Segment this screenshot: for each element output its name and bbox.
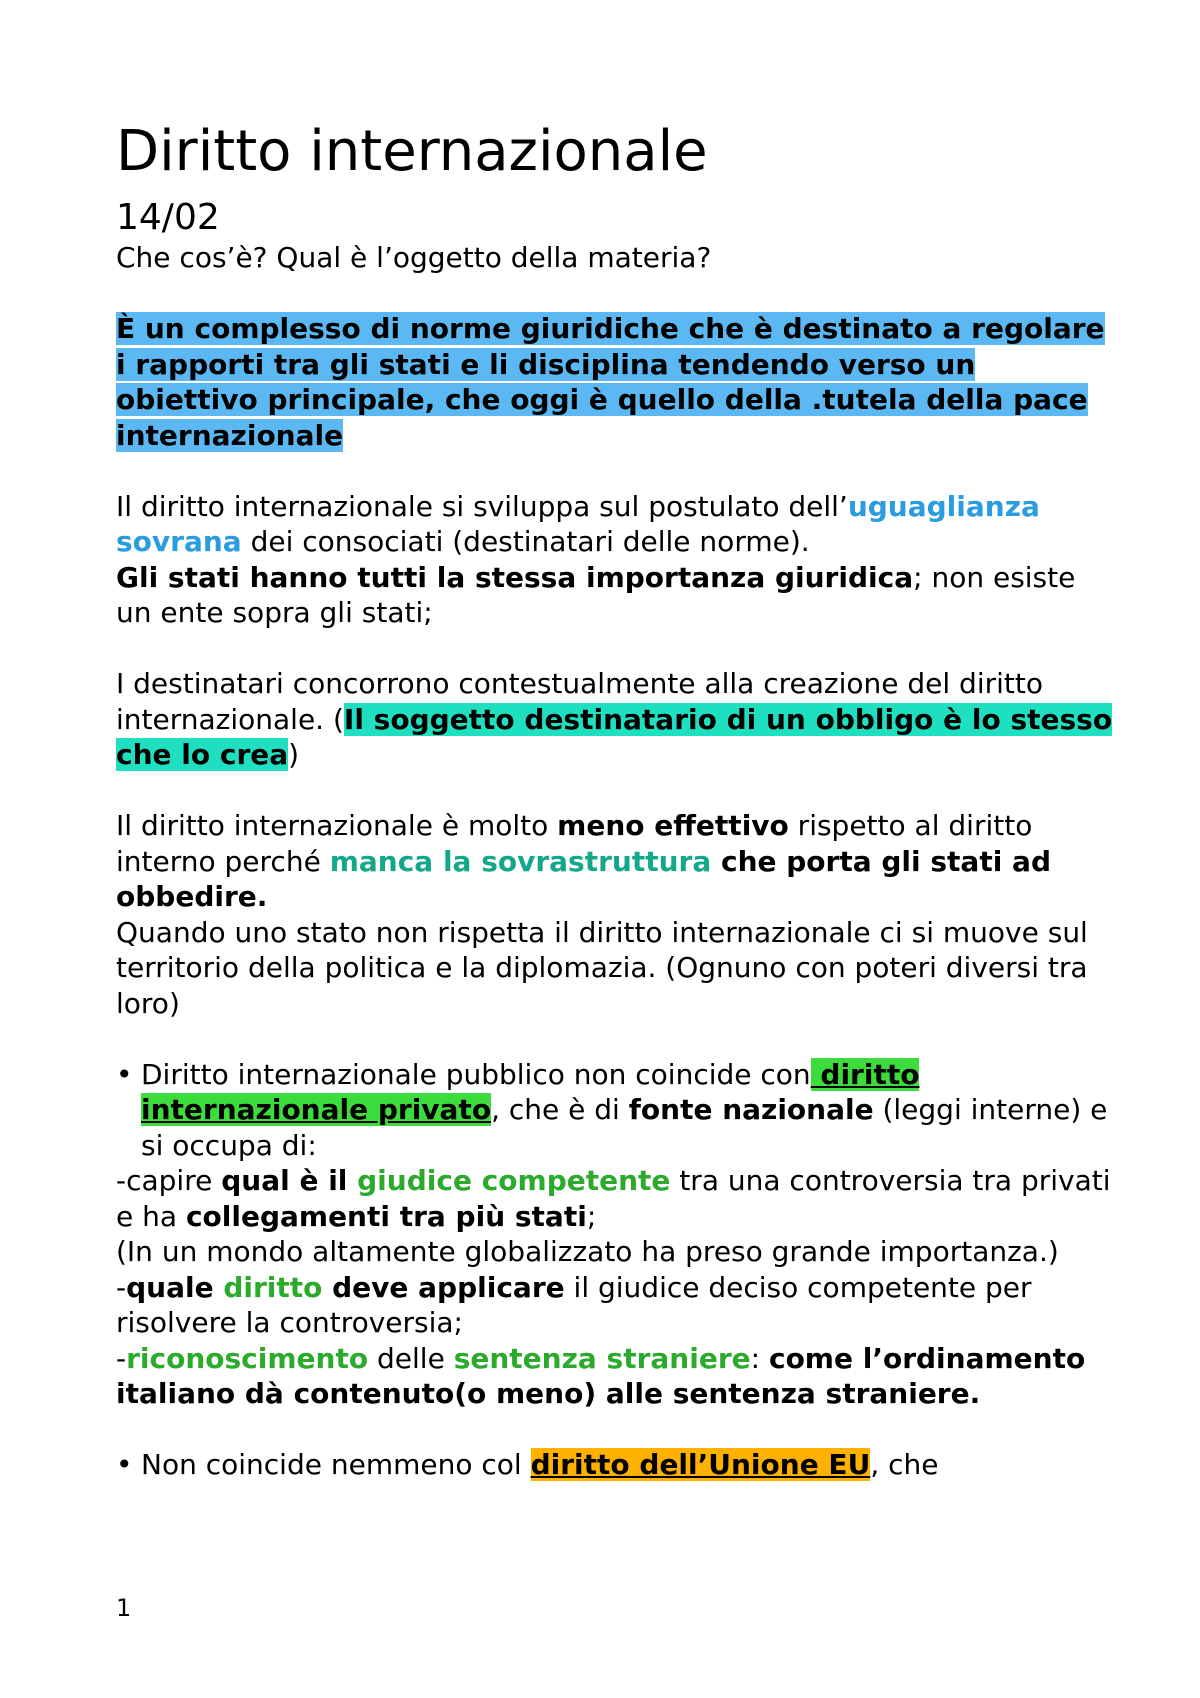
orange-highlight: diritto dell’Unione EU (530, 1448, 871, 1481)
text-run: ; (586, 1199, 597, 1233)
paragraph-effectiveness (116, 808, 1116, 915)
paragraph-politics: Quando uno stato non rispetta il diritto internazionale ci si muove sul territorio della politica e la diplomazia. (Ognuno con poteri diversi tra loro) (116, 915, 1088, 1020)
definition-paragraph (116, 311, 1116, 453)
colored-term: diritto (223, 1270, 323, 1304)
bold-term: deve applicare (322, 1270, 565, 1304)
bullet-icon: • (116, 1448, 133, 1481)
colored-term: manca la sovrastruttura (329, 844, 712, 878)
text-run: ) (288, 738, 300, 771)
spacer (116, 773, 1116, 809)
bold-term: come l’ordinamento italiano dà contenuto(o meno) alle sentenza straniere. (116, 1341, 1086, 1410)
page-title: Diritto internazionale (116, 119, 708, 184)
text-run: Non coincide nemmeno col (141, 1448, 531, 1481)
list-item-recognition (116, 1341, 1116, 1412)
text-run: il giudice deciso competente per risolvere la controversia; (116, 1270, 1032, 1339)
bold-term: che porta gli stati ad obbedire. (116, 844, 1051, 913)
colored-term: giudice competente (357, 1164, 671, 1197)
text-run: - (116, 1341, 127, 1375)
paragraph-same-importance (116, 560, 1116, 631)
list-item-competent-judge (116, 1163, 1116, 1234)
spacer (116, 1412, 1116, 1448)
text-run: - (116, 1270, 127, 1304)
bold-term: qual è il (221, 1164, 358, 1197)
page-number: 1 (116, 1594, 132, 1622)
bullet-icon: • (116, 1057, 133, 1091)
bold-term: Gli stati hanno tutti la stessa importanza giuridica (116, 560, 914, 594)
bold-term: meno effettivo (557, 809, 789, 842)
spacer (116, 276, 1116, 312)
list-item-applicable-law (116, 1270, 1116, 1341)
bold-term: fonte nazionale (628, 1093, 874, 1126)
teal-highlight: Il soggetto destinatario di un obbligo è lo stesso che lo crea (116, 702, 1113, 771)
text-run: , che è di (491, 1093, 629, 1126)
text-run: Il diritto internazionale si sviluppa sul postulato dell’ (116, 489, 848, 523)
text-run: (leggi interne) e si occupa di: (141, 1093, 1108, 1162)
text-run: delle (368, 1341, 454, 1375)
colored-term: uguaglianza sovrana (116, 489, 1040, 558)
question-line: Che cos’è? Qual è l’oggetto della materia? (116, 241, 712, 274)
spacer (116, 631, 1116, 667)
text-run: dei consociati (destinatari delle norme). (241, 525, 810, 558)
text-run: Il diritto internazionale è molto (116, 809, 558, 842)
text-run: I destinatari concorrono contestualmente alla creazione del diritto internazionale. ( (116, 667, 1043, 736)
text-run: rispetto al diritto interno perché (116, 809, 1033, 878)
bold-term: quale (126, 1270, 224, 1304)
definition-highlight: È un complesso di norme giuridiche che è destinato a regolare i rapporti tra gli stati e li disciplina tendendo verso un obiettivo principale, che oggi è quello della .tutela della pace internazionale (116, 312, 1105, 452)
list-note-globalization: (In un mondo altamente globalizzato ha preso grande importanza.) (116, 1235, 1059, 1268)
green-highlight: diritto internazionale privato (141, 1057, 920, 1126)
document-body (116, 112, 1116, 1483)
colored-term: sentenza straniere (453, 1341, 751, 1375)
bullet-eu-law (116, 1447, 1116, 1483)
colored-term: riconoscimento (126, 1341, 369, 1375)
text-run: -capire (116, 1164, 222, 1197)
paragraph-sovereign-equality (116, 489, 1116, 560)
text-run: : (750, 1341, 769, 1375)
text-run: , che (870, 1448, 939, 1481)
text-run: Diritto internazionale pubblico non coincide con (141, 1057, 811, 1091)
bullet-private-law (116, 1057, 1116, 1164)
text-run: ; non esiste un ente sopra gli stati; (116, 560, 1076, 629)
bold-term: collegamenti tra più stati (185, 1199, 587, 1233)
spacer (116, 453, 1116, 489)
spacer (116, 1021, 1116, 1057)
paragraph-recipients (116, 666, 1116, 773)
lecture-date: 14/02 (116, 197, 220, 238)
text-run: tra una controversia tra privati e ha (116, 1164, 1111, 1233)
